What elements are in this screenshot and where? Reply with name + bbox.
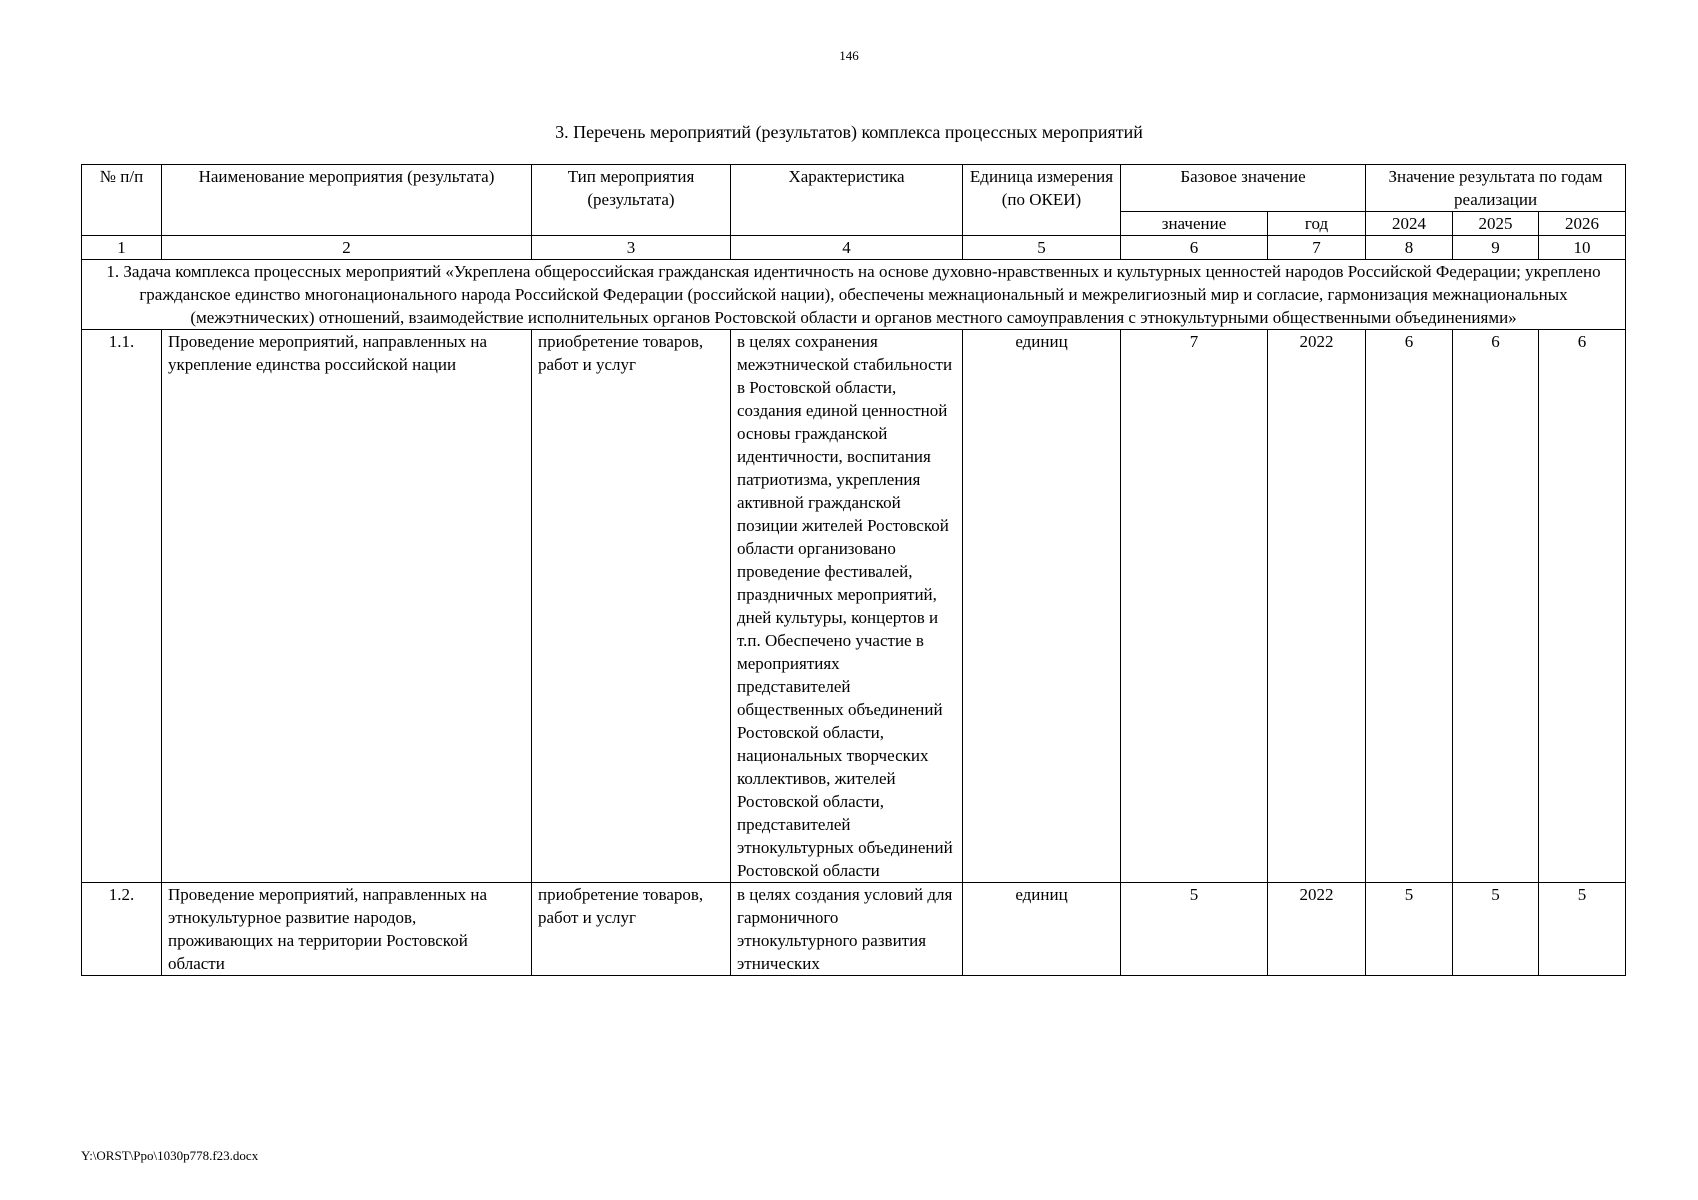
table-row bbox=[82, 330, 1626, 883]
column-number: 7 bbox=[1268, 236, 1366, 260]
row-name: Проведение мероприятий, направленных на этнокультурное развитие народов, проживающих на территории Ростовской области bbox=[162, 883, 532, 976]
row-base-value: 7 bbox=[1121, 330, 1268, 883]
table-row bbox=[82, 883, 1626, 976]
column-number: 5 bbox=[963, 236, 1121, 260]
column-number: 9 bbox=[1453, 236, 1539, 260]
column-numbers-row bbox=[82, 236, 1626, 260]
row-characteristic: в целях сохранения межэтнической стабильности в Ростовской области, создания единой ценностной основы гражданской идентичности, воспитания патриотизма, укрепления активной гражданской позиции жителей Ростовской области организовано проведение фестивалей, праздничных мероприятий, дней культуры, концертов и т.п. Обеспечено участие в мероприятиях представителей общественных объединений Ростовской области, национальных творческих коллективов, жителей Ростовской области, представителей этнокультурных объединений Ростовской области bbox=[731, 330, 963, 883]
header-characteristic: Характеристика bbox=[731, 165, 963, 236]
row-base-year: 2022 bbox=[1268, 330, 1366, 883]
column-number: 10 bbox=[1539, 236, 1626, 260]
row-base-value: 5 bbox=[1121, 883, 1268, 976]
footer-file-path: Y:\ORST\Ppo\1030p778.f23.docx bbox=[81, 1148, 259, 1163]
row-num: 1.1. bbox=[82, 330, 162, 883]
header-unit: Единица измерения (по ОКЕИ) bbox=[963, 165, 1121, 236]
task-row bbox=[82, 260, 1626, 330]
column-number: 8 bbox=[1366, 236, 1453, 260]
task-description: 1. Задача комплекса процессных мероприятий «Укреплена общероссийская гражданская идентичность на основе духовно-нравственных и культурных ценностей народов Российской Федерации; укреплено гражданское единство многонационального народа Российской Федерации (российской нации), обеспечены межнациональный и межрелигиозный мир и согласие, гармонизация межнациональных (межэтнических) отношений, взаимодействие исполнительных органов Ростовской области и органов местного самоуправления с этнокультурными общественными объединениями» bbox=[82, 260, 1626, 330]
row-unit: единиц bbox=[963, 883, 1121, 976]
column-number: 2 bbox=[162, 236, 532, 260]
row-type: приобретение товаров, работ и услуг bbox=[532, 883, 731, 976]
section-title: 3. Перечень мероприятий (результатов) комплекса процессных мероприятий bbox=[555, 122, 1143, 142]
row-value-2025: 6 bbox=[1453, 330, 1539, 883]
header-base: Базовое значение bbox=[1121, 165, 1366, 212]
header-year-2025: 2025 bbox=[1453, 212, 1539, 236]
row-unit: единиц bbox=[963, 330, 1121, 883]
header-name: Наименование мероприятия (результата) bbox=[162, 165, 532, 236]
header-year-2026: 2026 bbox=[1539, 212, 1626, 236]
column-number: 6 bbox=[1121, 236, 1268, 260]
page-number: 146 bbox=[839, 48, 859, 63]
column-number: 1 bbox=[82, 236, 162, 260]
header-result: Значение результата по годам реализации bbox=[1366, 165, 1626, 212]
row-value-2025: 5 bbox=[1453, 883, 1539, 976]
row-value-2026: 5 bbox=[1539, 883, 1626, 976]
header-year-2024: 2024 bbox=[1366, 212, 1453, 236]
column-number: 4 bbox=[731, 236, 963, 260]
events-table bbox=[81, 164, 1626, 976]
header-base-year: год bbox=[1268, 212, 1366, 236]
row-characteristic: в целях создания условий для гармоничного этнокультурного развития этнических bbox=[731, 883, 963, 976]
row-value-2026: 6 bbox=[1539, 330, 1626, 883]
row-type: приобретение товаров, работ и услуг bbox=[532, 330, 731, 883]
row-value-2024: 5 bbox=[1366, 883, 1453, 976]
header-row-1 bbox=[82, 165, 1626, 212]
row-name: Проведение мероприятий, направленных на укрепление единства российской нации bbox=[162, 330, 532, 883]
row-num: 1.2. bbox=[82, 883, 162, 976]
header-base-value: значение bbox=[1121, 212, 1268, 236]
header-num: № п/п bbox=[82, 165, 162, 236]
header-type: Тип мероприятия (результата) bbox=[532, 165, 731, 236]
row-base-year: 2022 bbox=[1268, 883, 1366, 976]
row-value-2024: 6 bbox=[1366, 330, 1453, 883]
column-number: 3 bbox=[532, 236, 731, 260]
